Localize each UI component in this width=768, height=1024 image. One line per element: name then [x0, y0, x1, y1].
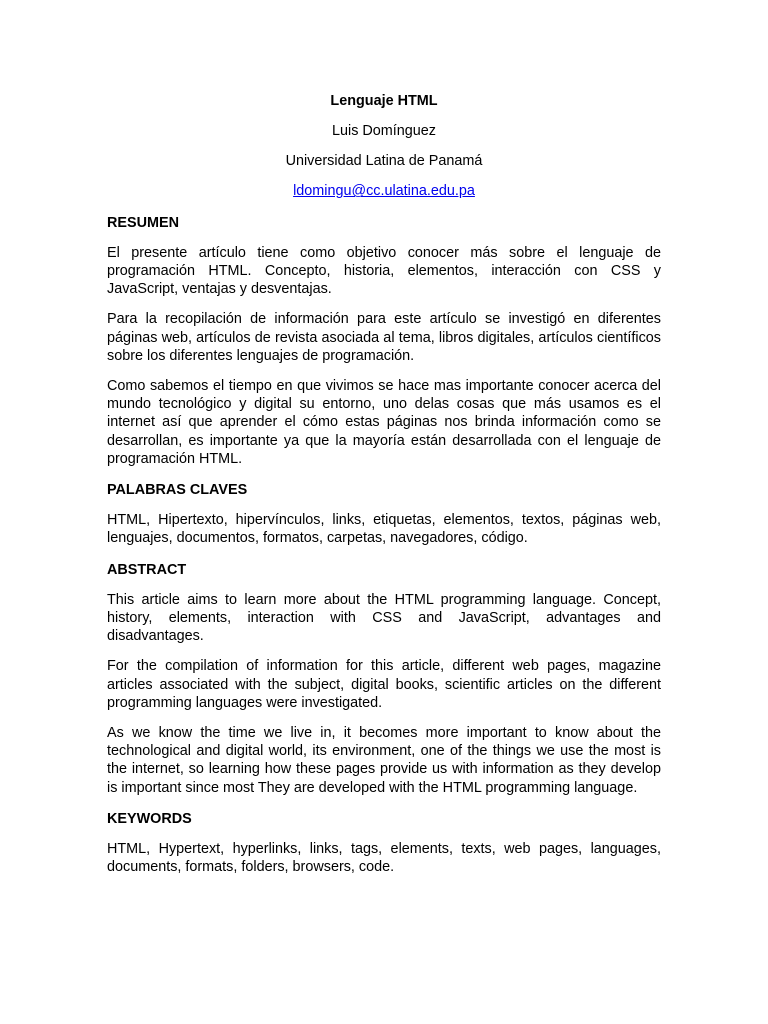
resumen-paragraph: Para la recopilación de información para este artículo se investigó en diferentes páginas web, artículos de revista asociada al tema, libros digitales, artículos científicos sobre los diferentes lenguajes de programación. [107, 311, 661, 364]
resumen-paragraph: El presente artículo tiene como objetivo conocer más sobre el lenguaje de programación HTML. Concepto, historia, elementos, interacción con CSS y JavaScript, ventajas y desventajas. [107, 244, 661, 298]
author-name: Luis Domínguez [332, 123, 436, 139]
abstract-heading: ABSTRACT [107, 561, 187, 578]
resumen-heading: RESUMEN [107, 214, 179, 231]
palabras-claves-text: HTML, Hipertexto, hipervínculos, links, etiquetas, elementos, textos, páginas web, lenguajes, documentos, formatos, carpetas, navegadores, código. [107, 512, 661, 547]
abstract-paragraph: As we know the time we live in, it becomes more important to know about the technological and digital world, its environment, one of the things we use the most is the internet, so learning how these pages provide us with information as they develop is important since most They are developed with the HTML programming language. [107, 725, 661, 796]
email-link[interactable]: ldomingu@cc.ulatina.edu.pa [293, 183, 475, 200]
keywords-text: HTML, Hypertext, hyperlinks, links, tags, elements, texts, web pages, languages, documents, formats, folders, browsers, code. [107, 841, 661, 876]
abstract-paragraph: For the compilation of information for this article, different web pages, magazine articles associated with the subject, digital books, scientific articles on the different programming languages were investigated. [107, 658, 661, 711]
document-content [107, 92, 661, 877]
palabras-claves-heading: PALABRAS CLAVES [107, 482, 248, 499]
resumen-paragraph: Como sabemos el tiempo en que vivimos se hace mas importante conocer acerca del mundo tecnológico y digital su entorno, uno delas cosas que más usamos es el internet así que aprender el cómo estas páginas nos brinda información como se desarrollan, es importante ya que la mayoría están desarrollada con el lenguaje de programación HTML. [107, 378, 661, 467]
author-affiliation: Universidad Latina de Panamá [285, 153, 483, 170]
author-email [107, 182, 661, 200]
document-title: Lenguaje HTML [330, 93, 438, 109]
keywords-heading: KEYWORDS [107, 810, 192, 827]
abstract-paragraph: This article aims to learn more about the HTML programming language. Concept, history, elements, interaction with CSS and JavaScript, advantages and disadvantages. [107, 591, 661, 645]
